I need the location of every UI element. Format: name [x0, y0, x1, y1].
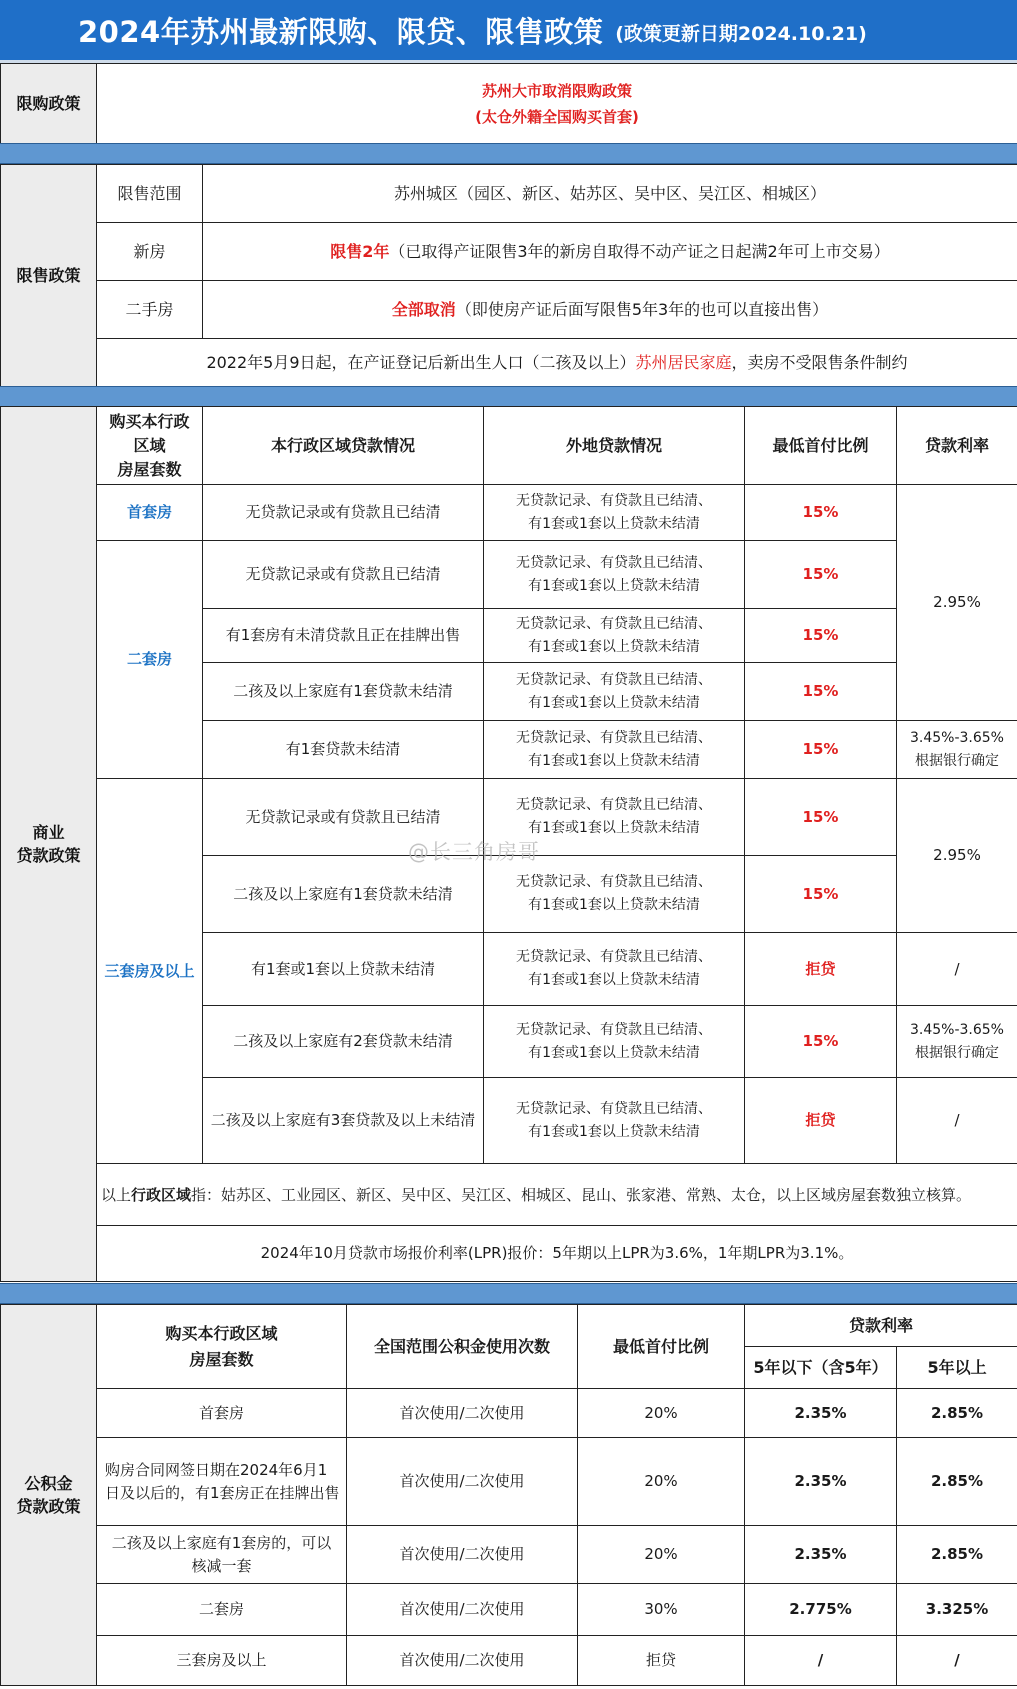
- fund-down-payment: 拒贷: [578, 1636, 745, 1686]
- fund-rate-short: /: [745, 1636, 897, 1686]
- other-loan-cell: [484, 1078, 745, 1164]
- commercial-loan-label: [1, 407, 97, 1282]
- loan-rate-cell: 2.95%: [897, 485, 1017, 721]
- down-payment-cell: 15%: [745, 541, 897, 609]
- commercial-label-line: 贷款政策: [16, 846, 81, 865]
- other-loan-line: 有1套或1套以上贷款未结清: [528, 1044, 700, 1061]
- header-house-count: [97, 407, 203, 485]
- region-note: [97, 1164, 1017, 1226]
- down-payment-cell: 15%: [745, 779, 897, 856]
- other-loan-line: 无贷款记录、有贷款且已结清、: [516, 1100, 712, 1117]
- fund-header-down-payment: 最低首付比例: [578, 1305, 745, 1389]
- other-loan-line: 有1套或1套以上贷款未结清: [528, 820, 700, 836]
- header-line: 购买本行政区域: [165, 1323, 278, 1343]
- group-second-home: 二套房: [97, 541, 203, 779]
- loan-rate-line: 根据银行确定: [915, 752, 999, 769]
- other-loan-line: 有1套或1套以上贷款未结清: [528, 694, 700, 711]
- fund-label-line: 贷款政策: [16, 1497, 81, 1516]
- down-payment-cell: 15%: [745, 485, 897, 541]
- local-loan-cell: 无贷款记录或有贷款且已结清: [203, 541, 484, 609]
- loan-rate-cell: 2.95%: [897, 779, 1017, 933]
- commercial-label-line: 商业: [32, 823, 65, 842]
- fund-label-line: 公积金: [24, 1474, 73, 1493]
- header-line: 购买本行政: [109, 411, 190, 431]
- fund-down-payment: 20%: [578, 1389, 745, 1438]
- purchase-policy-content: [97, 64, 1017, 144]
- local-loan-cell: 无贷款记录或有贷款且已结清: [203, 485, 484, 541]
- fund-usage-times: 首次使用/二次使用: [347, 1438, 578, 1526]
- sale-policy-note: [97, 339, 1017, 387]
- sale-policy-label: 限售政策: [1, 165, 97, 387]
- fund-header-usage-times: 全国范围公积金使用次数: [347, 1305, 578, 1389]
- other-loan-line: 无贷款记录、有贷款且已结清、: [516, 554, 712, 571]
- local-loan-cell: 无贷款记录或有贷款且已结清: [203, 779, 484, 856]
- update-date: (政策更新日期2024.10.21): [615, 22, 867, 45]
- fund-rate-long: 2.85%: [897, 1526, 1017, 1584]
- other-loan-line: 无贷款记录、有贷款且已结清、: [516, 797, 712, 813]
- header-line: 房屋套数: [117, 459, 182, 479]
- page-title: 2024年苏州最新限购、限贷、限售政策: [78, 14, 604, 49]
- local-loan-cell: 二孩及以上家庭有3套贷款及以上未结清: [203, 1078, 484, 1164]
- fund-house-type: 二孩及以上家庭有1套房的，可以核减一套: [97, 1526, 347, 1584]
- sale-row-detail: （已取得产证限售3年的新房自取得不动产证之日起满2年可上市交易）: [389, 242, 890, 261]
- other-loan-line: 有1套或1套以上贷款未结清: [528, 577, 700, 594]
- local-loan-cell: 二孩及以上家庭有1套贷款未结清: [203, 856, 484, 933]
- region-note-emphasis: 行政区域: [131, 1185, 192, 1204]
- local-loan-cell: 有1套房有未清贷款且正在挂牌出售: [203, 609, 484, 663]
- watermark: @长三角房哥: [408, 840, 540, 864]
- section-divider: [0, 386, 1017, 407]
- other-loan-line: 无贷款记录、有贷款且已结清、: [516, 492, 712, 509]
- fund-house-type: 购房合同网签日期在2024年6月1日及以后的，有1套房正在挂牌出售: [97, 1438, 347, 1526]
- sale-row-text: 苏州城区（园区、新区、姑苏区、吴中区、吴江区、相城区）: [203, 165, 1017, 223]
- sale-row-name: 限售范围: [97, 165, 203, 223]
- local-loan-cell: 有1套贷款未结清: [203, 721, 484, 779]
- loan-rate-cell: [897, 721, 1017, 779]
- sale-note-emphasis: 苏州居民家庭: [635, 353, 732, 372]
- local-loan-cell: 二孩及以上家庭有2套贷款未结清: [203, 1006, 484, 1078]
- down-payment-cell: 拒贷: [745, 933, 897, 1006]
- other-loan-cell: [484, 721, 745, 779]
- fund-header-rate-short: 5年以下（含5年）: [745, 1347, 897, 1389]
- purchase-policy-table: [0, 63, 1017, 144]
- region-note-text: 指：姑苏区、工业园区、新区、吴中区、吴江区、相城区、昆山、张家港、常熟、太仓，以上区域房屋套数独立核算。: [191, 1185, 972, 1204]
- other-loan-cell: [484, 933, 745, 1006]
- housing-fund-table: [0, 1304, 1017, 1686]
- fund-header-loan-rate: 贷款利率: [745, 1305, 1017, 1347]
- purchase-policy-line1: 苏州大市取消限购政策: [481, 81, 632, 100]
- other-loan-cell: [484, 856, 745, 933]
- lpr-note: 2024年10月贷款市场报价利率(LPR)报价：5年期以上LPR为3.6%，1年期LPR为3.1%。: [97, 1226, 1017, 1282]
- section-divider: [0, 143, 1017, 164]
- down-payment-cell: 15%: [745, 856, 897, 933]
- other-loan-line: 有1套或1套以上贷款未结清: [528, 515, 700, 532]
- purchase-policy-label: 限购政策: [1, 64, 97, 144]
- fund-down-payment: 20%: [578, 1526, 745, 1584]
- loan-rate-cell: /: [897, 1078, 1017, 1164]
- other-loan-cell: [484, 609, 745, 663]
- fund-rate-long: 2.85%: [897, 1389, 1017, 1438]
- other-loan-line: 无贷款记录、有贷款且已结清、: [516, 949, 712, 965]
- fund-rate-short: 2.775%: [745, 1584, 897, 1636]
- fund-usage-times: 首次使用/二次使用: [347, 1526, 578, 1584]
- sale-note-text: 2022年5月9日起，在产证登记后新出生人口（二孩及以上）: [206, 353, 636, 372]
- local-loan-cell: 有1套或1套以上贷款未结清: [203, 933, 484, 1006]
- fund-down-payment: 20%: [578, 1438, 745, 1526]
- header-line: 房屋套数: [189, 1349, 254, 1369]
- fund-house-type: 首套房: [97, 1389, 347, 1438]
- sale-row-emphasis: 限售2年: [330, 242, 390, 261]
- purchase-policy-line2: (太仓外籍全国购买首套): [475, 107, 639, 126]
- fund-rate-long: 3.325%: [897, 1584, 1017, 1636]
- sale-row-name: 新房: [97, 223, 203, 281]
- fund-usage-times: 首次使用/二次使用: [347, 1389, 578, 1438]
- down-payment-cell: 15%: [745, 721, 897, 779]
- sale-row-text: [203, 281, 1017, 339]
- sale-row-detail: （即使房产证后面写限售5年3年的也可以直接出售）: [455, 300, 829, 319]
- other-loan-line: 无贷款记录、有贷款且已结清、: [516, 874, 712, 890]
- other-loan-line: 有1套或1套以上贷款未结清: [528, 752, 700, 769]
- loan-rate-line: 3.45%-3.65%: [909, 729, 1004, 746]
- fund-header-house-count: [97, 1305, 347, 1389]
- header-down-payment: 最低首付比例: [745, 407, 897, 485]
- other-loan-line: 无贷款记录、有贷款且已结清、: [516, 1021, 712, 1038]
- loan-rate-line: 3.45%-3.65%: [909, 1021, 1004, 1038]
- other-loan-line: 无贷款记录、有贷款且已结清、: [516, 615, 712, 632]
- fund-usage-times: 首次使用/二次使用: [347, 1584, 578, 1636]
- group-third-home: 三套房及以上: [97, 779, 203, 1164]
- local-loan-cell: 二孩及以上家庭有1套贷款未结清: [203, 663, 484, 721]
- sale-row-emphasis: 全部取消: [391, 300, 456, 319]
- header-line: 区域: [133, 435, 166, 455]
- sale-note-text: ，卖房不受限售条件制约: [731, 353, 908, 372]
- fund-house-type: 三套房及以上: [97, 1636, 347, 1686]
- down-payment-cell: 15%: [745, 1006, 897, 1078]
- group-first-home: 首套房: [97, 485, 203, 541]
- sale-row-name: 二手房: [97, 281, 203, 339]
- fund-rate-long: 2.85%: [897, 1438, 1017, 1526]
- down-payment-cell: 拒贷: [745, 1078, 897, 1164]
- housing-fund-label: [1, 1305, 97, 1686]
- sale-policy-table: [0, 164, 1017, 387]
- fund-usage-times: 首次使用/二次使用: [347, 1636, 578, 1686]
- other-loan-cell: [484, 1006, 745, 1078]
- loan-rate-line: 根据银行确定: [915, 1044, 999, 1061]
- fund-house-type: 二套房: [97, 1584, 347, 1636]
- page-header: [0, 0, 1017, 63]
- other-loan-line: 无贷款记录、有贷款且已结清、: [516, 729, 712, 746]
- down-payment-cell: 15%: [745, 663, 897, 721]
- fund-header-rate-long: 5年以上: [897, 1347, 1017, 1389]
- other-loan-cell: [484, 541, 745, 609]
- other-loan-line: 无贷款记录、有贷款且已结清、: [516, 671, 712, 688]
- down-payment-cell: 15%: [745, 609, 897, 663]
- other-loan-cell: [484, 485, 745, 541]
- other-loan-line: 有1套或1套以上贷款未结清: [528, 638, 700, 655]
- section-divider: [0, 1283, 1017, 1304]
- fund-rate-long: /: [897, 1636, 1017, 1686]
- header-loan-rate: 贷款利率: [897, 407, 1017, 485]
- fund-rate-short: 2.35%: [745, 1389, 897, 1438]
- region-note-text: 以上: [101, 1185, 132, 1204]
- other-loan-cell: [484, 663, 745, 721]
- other-loan-line: 有1套或1套以上贷款未结清: [528, 897, 700, 913]
- header-local-loan: 本行政区域贷款情况: [203, 407, 484, 485]
- fund-rate-short: 2.35%: [745, 1526, 897, 1584]
- sale-row-text: [203, 223, 1017, 281]
- header-other-loan: 外地贷款情况: [484, 407, 745, 485]
- loan-rate-cell: [897, 1006, 1017, 1078]
- other-loan-line: 有1套或1套以上贷款未结清: [528, 1123, 700, 1140]
- other-loan-line: 有1套或1套以上贷款未结清: [528, 972, 700, 988]
- loan-rate-cell: /: [897, 933, 1017, 1006]
- fund-down-payment: 30%: [578, 1584, 745, 1636]
- fund-rate-short: 2.35%: [745, 1438, 897, 1526]
